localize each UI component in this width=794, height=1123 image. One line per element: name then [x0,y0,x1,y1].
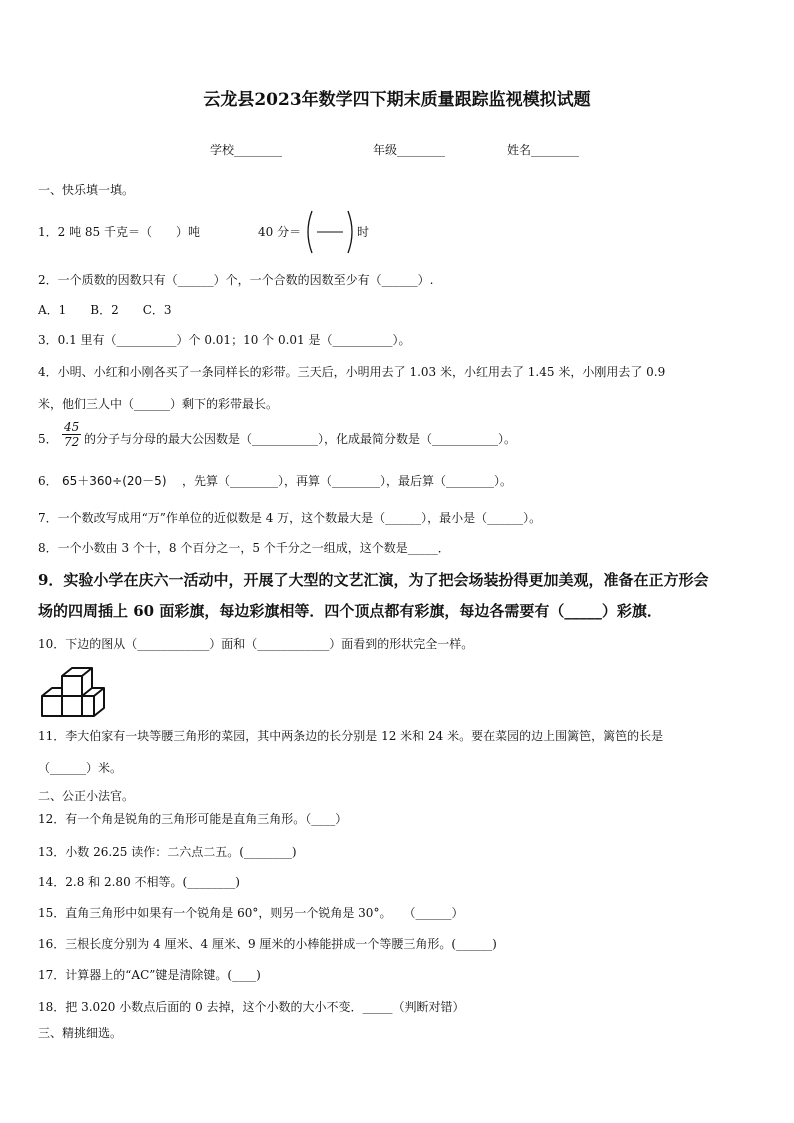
question-1-part-b: 40 分＝ [258,225,302,239]
question-9-line-2: 场的四周插上 60 面彩旗，每边彩旗相等．四个顶点都有彩旗，每边各需要有（_____）彩旗． [38,602,662,620]
question-18: 18．把 3.020 小数点后面的 0 去掉，这个小数的大小不变．_____（判断对错） [38,1000,465,1014]
question-11-line-2: （______）米。 [38,761,123,775]
question-6-text: ，先算（________），再算（________），最后算（________）。 [182,474,513,488]
page-title: 云龙县2023年数学四下期末质量跟踪监视模拟试题 [203,90,591,110]
fraction-bracket-icon [303,209,357,255]
fraction-numerator: 45 [64,420,80,434]
question-9-line-1: 9．实验小学在庆六一活动中，开展了大型的文艺汇演，为了把会场装扮得更加美观，准备在正方形会 [38,571,709,589]
name-field: 姓名________ [507,143,580,157]
section-heading-1: 一、快乐填一填。 [38,183,135,197]
cube-stack-figure [38,666,110,722]
question-7: 7．一个数改写成用“万”作单位的近似数是 4 万，这个数最大是（______），最小是（______）。 [38,511,542,525]
question-16: 16．三根长度分别为 4 厘米、4 厘米、9 厘米的小棒能拼成一个等腰三角形。(______) [38,937,497,951]
question-14: 14．2.8 和 2.80 不相等。(________) [38,875,240,889]
question-5-number: 5． [38,432,58,446]
grade-field: 年级________ [373,143,446,157]
section-heading-3: 三、精挑细选。 [38,1026,123,1040]
school-field: 学校________ [210,143,283,157]
question-1-part-a: 1．2 吨 85 千克＝（ ）吨 [38,225,200,239]
section-heading-2: 二、公正小法官。 [38,789,135,803]
question-15: 15．直角三角形中如果有一个锐角是 60°，则另一个锐角是 30°。 （______） [38,906,464,920]
question-5-text: 的分子与分母的最大公因数是（___________），化成最简分数是（___________）。 [84,432,517,446]
question-3: 3．0.1 里有（__________）个 0.01；10 个 0.01 是（__________）。 [38,333,411,347]
question-12: 12．有一个角是锐角的三角形可能是直角三角形。（____） [38,812,348,826]
question-5-fraction [60,420,83,449]
question-4-line-1: 4．小明、小红和小刚各买了一条同样长的彩带。三天后，小明用去了 1.03 米，小红用去了 1.45 米，小刚用去了 0.9 [38,365,666,379]
question-13: 13．小数 26.25 读作：二六点二五。(________) [38,845,297,859]
question-2-options: A．1 B．2 C．3 [38,303,172,317]
question-4-line-2: 米，他们三人中（______）剩下的彩带最长。 [38,397,279,411]
question-17: 17．计算器上的“AC”键是清除键。(____) [38,968,261,982]
question-6-number: 6． [38,474,58,488]
question-11-line-1: 11．李大伯家有一块等腰三角形的菜园，其中两条边的长分别是 12 米和 24 米。要在菜园的边上围篱笆，篱笆的长是 [38,729,664,743]
question-6-expression: 65＋360÷(20－5) [62,474,167,488]
question-10: 10．下边的图从（____________）面和（____________）面看到的形状完全一样。 [38,637,474,651]
question-8: 8．一个小数由 3 个十，8 个百分之一，5 个千分之一组成，这个数是_____． [38,541,450,555]
question-1-part-c: 时 [357,225,370,239]
fraction-denominator: 72 [64,435,80,449]
question-2: 2．一个质数的因数只有（______）个，一个合数的因数至少有（______）. [38,273,434,287]
